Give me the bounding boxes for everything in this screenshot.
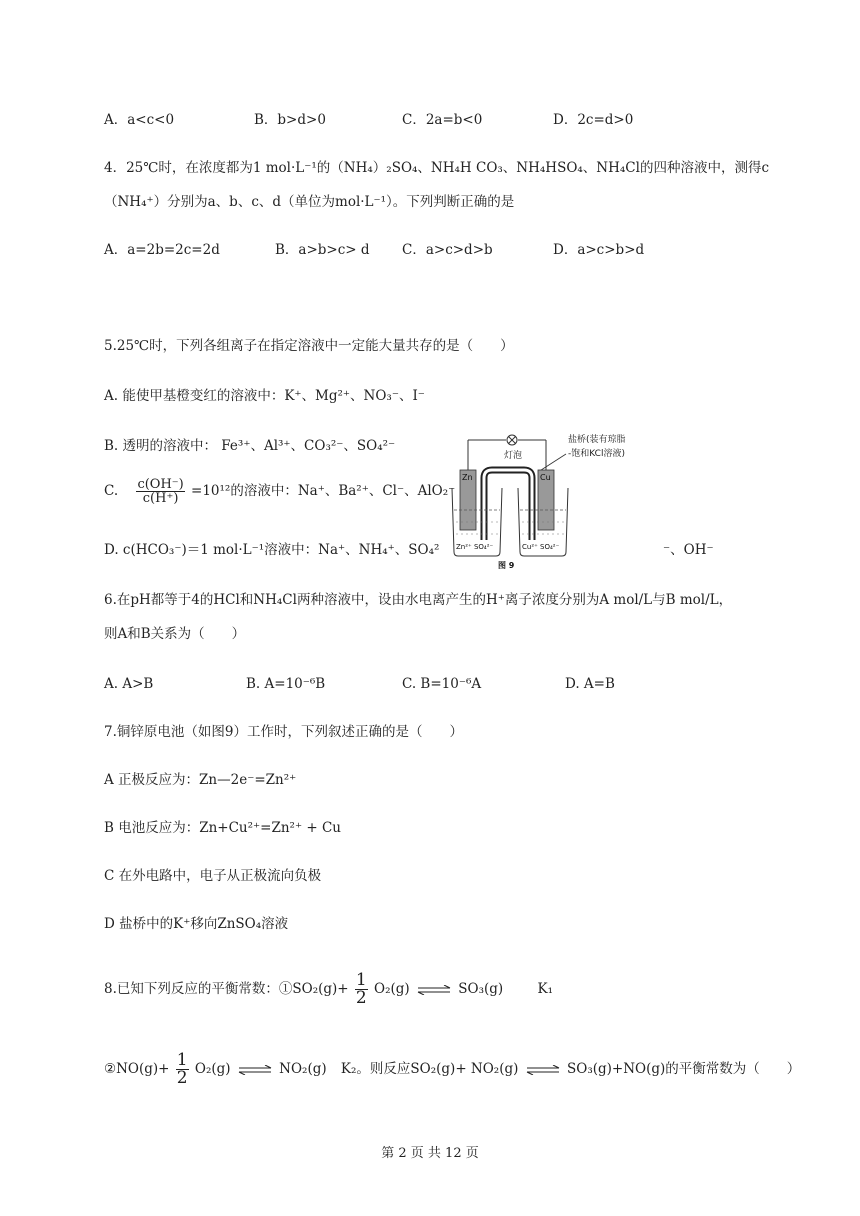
left-solution-label: Zn²⁺ SO₄²⁻ (456, 543, 494, 551)
q8-line1 (104, 972, 553, 1007)
salt-bridge (484, 470, 532, 540)
q6-option-a: A. A>B (104, 676, 154, 692)
q8-line1-product: SO₃(g) (458, 981, 504, 997)
bulb-label: 灯泡 (504, 451, 523, 461)
q8-line2-reactant: O₂(g) (194, 1061, 231, 1077)
q8-line2-text: K₂。则反应SO₂(g)+ NO₂(g) (340, 1061, 519, 1077)
equilibrium-arrow-icon (417, 985, 451, 995)
q5-option-d-tail: ⁻、OH⁻ (663, 542, 714, 558)
q8-line2-product: NO₂(g) (279, 1061, 327, 1077)
q5-option-d: D. c(HCO₃⁻)＝1 mol·L⁻¹溶液中：Na⁺、NH₄⁺、SO₄² (104, 542, 440, 558)
q5-option-b: B. 透明的溶液中： Fe³⁺、Al³⁺、CO₃²⁻、SO₄²⁻ (104, 438, 396, 454)
fraction-numerator: 1 (176, 1050, 188, 1070)
q7-option-c: C 在外电路中，电子从正极流向负极 (104, 868, 322, 884)
half-fraction (355, 972, 368, 1007)
q8-line2 (104, 1052, 800, 1087)
fraction-denominator: c(H⁺) (142, 491, 179, 506)
right-solution-label: Cu²⁺ SO₄²⁻ (522, 543, 560, 551)
q4-stem-line2: （NH₄⁺）分别为a、b、c、d（单位为mol·L⁻¹）。下列判断正确的是 (104, 194, 515, 210)
fraction-numerator: c(OH⁻) (137, 477, 184, 492)
cu-label: Cu (540, 473, 551, 482)
zn-label: Zn (462, 473, 473, 482)
q8-line1-reactant: O₂(g) (374, 981, 410, 997)
q4-option-a: A．a=2b=2c=2d (104, 242, 220, 258)
equilibrium-arrow-icon (526, 1065, 560, 1075)
q5-option-c-rest: =10¹²的溶液中：Na⁺、Ba²⁺、Cl⁻、AlO₂⁻ (191, 483, 456, 499)
q3-option-d: D．2c=d>0 (553, 112, 634, 128)
q5-stem: 5.25℃时，下列各组离子在指定溶液中一定能大量共存的是（ ） (104, 338, 514, 354)
q7-option-a: A 正极反应为：Zn—2e⁻=Zn²⁺ (104, 772, 297, 788)
q3-option-c: C．2a=b<0 (402, 112, 483, 128)
salt-bridge-label-2: -饱和KCl溶液) (568, 449, 625, 459)
q7-option-b: B 电池反应为：Zn+Cu²⁺=Zn²⁺ + Cu (104, 820, 342, 836)
q6-stem-line2: 则A和B关系为（ ） (104, 626, 246, 642)
q5-option-c-fraction (136, 478, 184, 505)
salt-bridge-label-1: 盐桥(装有琼脂 (568, 435, 626, 445)
q8-line1-prefix: 8.已知下列反应的平衡常数：①SO₂(g)+ (104, 981, 349, 997)
q8-line2-prefix: ②NO(g)+ (104, 1061, 170, 1077)
q7-option-d: D 盐桥中的K⁺移向ZnSO₄溶液 (104, 916, 289, 932)
q6-option-d: D. A=B (565, 676, 615, 692)
q3-option-a: A．a<c<0 (104, 112, 175, 128)
q4-option-c: C．a>c>d>b (402, 242, 493, 258)
q3-option-b: B．b>d>0 (254, 112, 326, 128)
q4-option-b: B．a>b>c> d (275, 242, 370, 258)
q4-stem-line1: 4．25℃时，在浓度都为1 mol·L⁻¹的（NH₄）₂SO₄、NH₄H CO₃、NH₄HSO₄、NH₄Cl的四种溶液中，测得c (104, 160, 769, 176)
page-footer: 第 2 页 共 12 页 (381, 1146, 479, 1161)
q4-option-d: D．a>c>b>d (553, 242, 645, 258)
fraction-denominator: 2 (176, 1068, 188, 1088)
q5-option-c-prefix: C. (104, 483, 119, 499)
q8-k1: K₁ (537, 981, 553, 997)
q5-option-c (104, 478, 455, 505)
figure-caption: 图 9 (498, 561, 515, 570)
q7-stem: 7.铜锌原电池（如图9）工作时，下列叙述正确的是（ ） (104, 724, 463, 740)
pointer-line (538, 454, 566, 472)
q6-stem-line1: 6.在pH都等于4的HCl和NH₄Cl两种溶液中，设由水电离产生的H⁺离子浓度分别为A mol/L与B mol/L， (104, 592, 733, 608)
figure-9-galvanic-cell (446, 430, 646, 570)
q8-line2-end: SO₃(g)+NO(g)的平衡常数为（ ） (567, 1061, 801, 1077)
q5-option-a: A. 能使甲基橙变红的溶液中：K⁺、Mg²⁺、NO₃⁻、I⁻ (104, 388, 425, 404)
fraction-numerator: 1 (355, 970, 367, 990)
q6-option-b: B. A=10⁻⁶B (246, 676, 326, 692)
equilibrium-arrow-icon (238, 1065, 272, 1075)
fraction-denominator: 2 (355, 988, 367, 1008)
half-fraction (176, 1052, 189, 1087)
q6-option-c: C. B=10⁻⁶A (402, 676, 482, 692)
